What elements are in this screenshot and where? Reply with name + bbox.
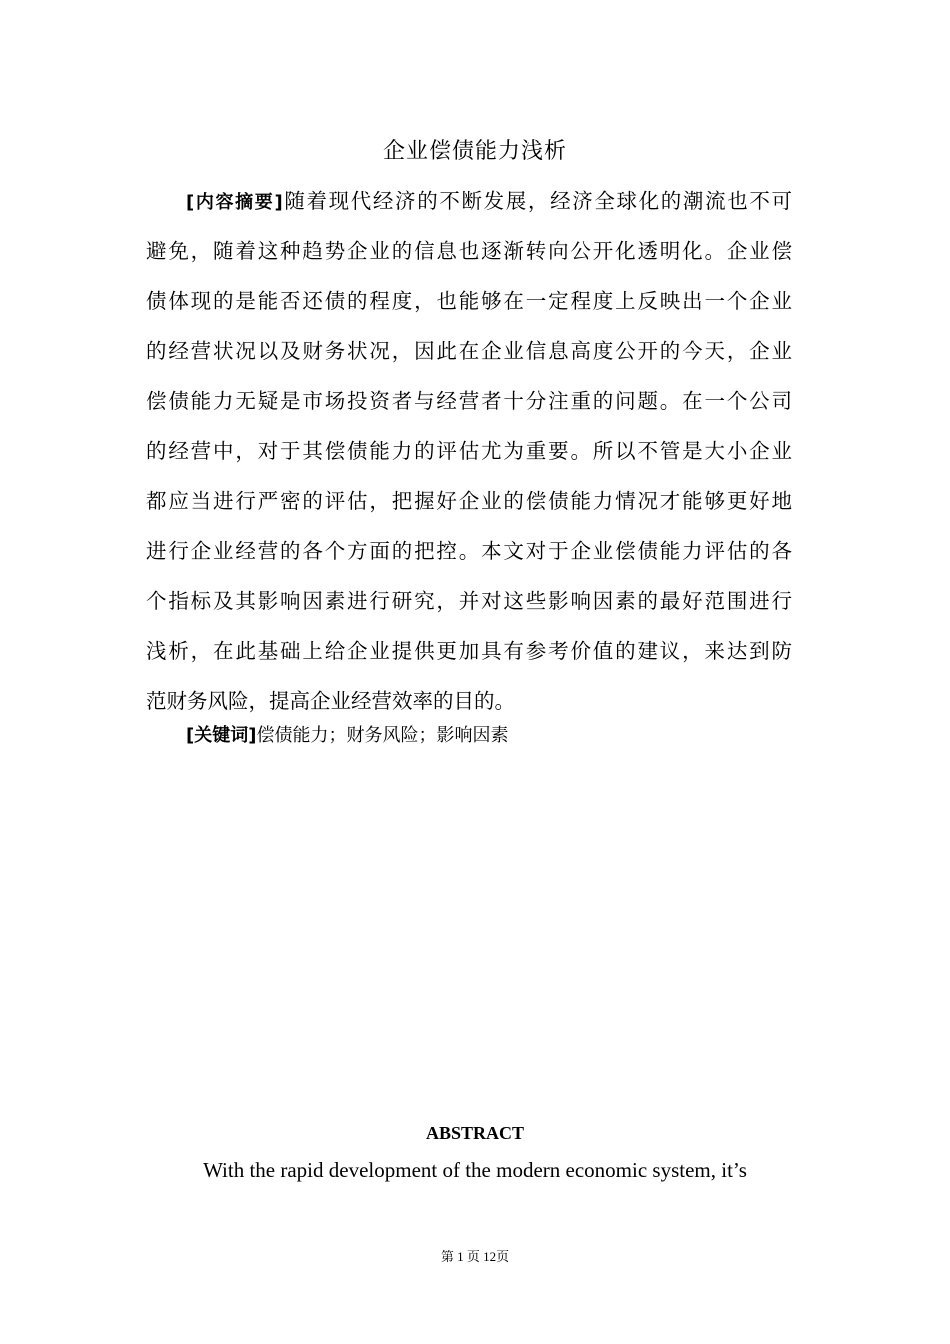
english-abstract-text: With the rapid development of the modern economic system, it’s [203, 1158, 747, 1182]
abstract-line: 进行企业经营的各个方面的把控。本文对于企业偿债能力评估的各 [146, 539, 792, 563]
abstract-line-text: 随着现代经济的不断发展，经济全球化的潮流也不可 [282, 189, 793, 213]
abstract-line: 偿债能力无疑是市场投资者与经营者十分注重的问题。在一个公司 [146, 389, 792, 413]
abstract-label: [内容摘要] [186, 192, 283, 213]
abstract-line: 浅析，在此基础上给企业提供更加具有参考价值的建议，来达到防 [146, 639, 792, 663]
abstract-paragraph [146, 176, 792, 726]
page-footer: 第 1 页 12页 [440, 1249, 510, 1264]
abstract-line [146, 176, 792, 226]
english-abstract-heading: ABSTRACT [425, 1123, 525, 1143]
abstract-line: 的经营状况以及财务状况，因此在企业信息高度公开的今天，企业 [146, 339, 792, 363]
abstract-line: 避免，随着这种趋势企业的信息也逐渐转向公开化透明化。企业偿 [146, 239, 792, 263]
keywords-text: 偿债能力；财务风险；影响因素 [256, 725, 509, 746]
keywords-label: [关键词] [186, 725, 257, 746]
abstract-line: 的经营中，对于其偿债能力的评估尤为重要。所以不管是大小企业 [146, 439, 792, 463]
abstract-line: 债体现的是能否还债的程度，也能够在一定程度上反映出一个企业 [146, 289, 792, 313]
abstract-line: 都应当进行严密的评估，把握好企业的偿债能力情况才能够更好地 [146, 489, 792, 513]
document-title: 企业偿债能力浅析 [382, 139, 567, 164]
abstract-line: 范财务风险，提高企业经营效率的目的。 [146, 689, 515, 713]
keywords-line [186, 722, 508, 750]
abstract-line: 个指标及其影响因素进行研究，并对这些影响因素的最好范围进行 [146, 589, 792, 613]
